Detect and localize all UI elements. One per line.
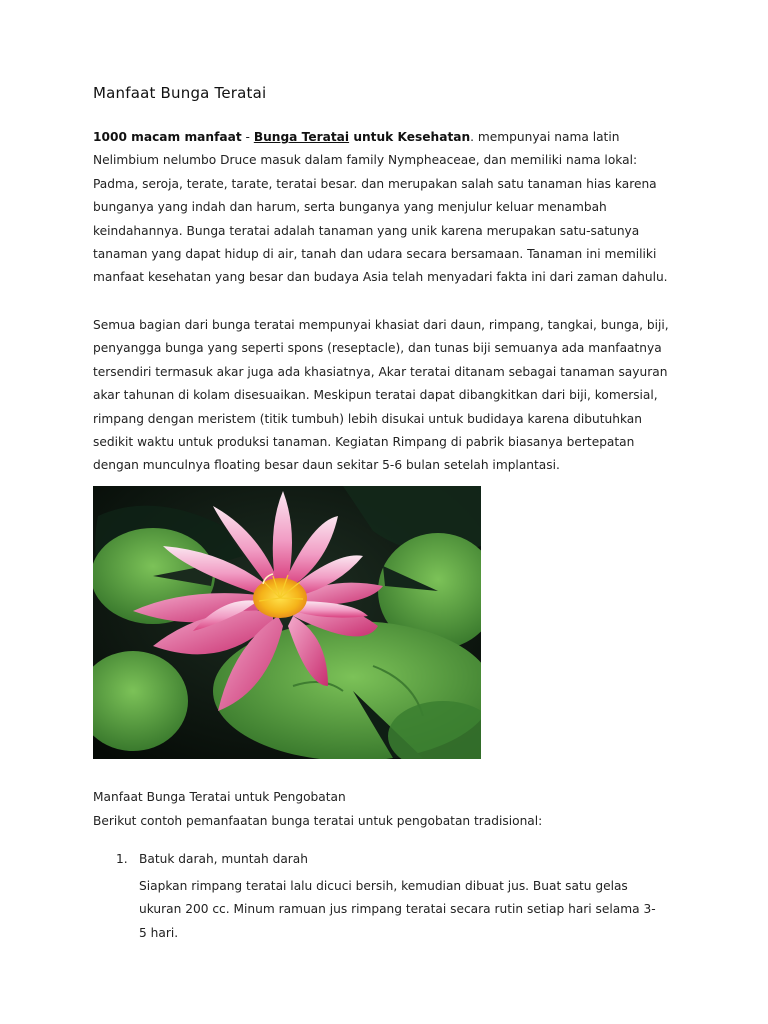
- separator-text: -: [241, 130, 254, 144]
- lead-bold-text: 1000 macam manfaat: [93, 130, 242, 144]
- second-paragraph: Semua bagian dari bunga teratai mempunyai khasiat dari daun, rimpang, tangkai, bunga, biji, penyangga bunga yang seperti spons (reseptacle), dan tunas biji semuanya ada manfaatnya tersendiri termasuk akar juga ada khasiatnya, Akar teratai ditanam sebagai tanaman sayuran akar tahunan di kolam disesuaikan. Meskipun teratai dapat dibangkitkan dari biji, komersial, rimpang dengan meristem (titik tumbuh) lebih disukai untuk budidaya karena dibutuhkan sedikit waktu untuk produksi tanaman. Kegiatan Rimpang di pabrik biasanya bertepatan dengan munculnya floating besar daun sekitar 5-6 bulan setelah implantasi.: [93, 318, 669, 473]
- document-title: Manfaat Bunga Teratai: [93, 84, 267, 102]
- bunga-teratai-link[interactable]: Bunga Teratai: [253, 130, 350, 144]
- section-subheading: Manfaat Bunga Teratai untuk Pengobatan: [93, 790, 346, 804]
- bold-tail-text: untuk Kesehatan: [349, 130, 471, 144]
- section-intro: Berikut contoh pemanfaatan bunga teratai untuk pengobatan tradisional:: [93, 814, 543, 828]
- lotus-flower-image: [93, 486, 481, 759]
- list-item-title: Batuk darah, muntah darah: [139, 852, 308, 866]
- list-item-body: Siapkan rimpang teratai lalu dicuci bersih, kemudian dibuat jus. Buat satu gelas ukuran 200 cc. Minum ramuan jus rimpang teratai secara rutin setiap hari selama 3-5 hari.: [139, 879, 656, 940]
- list-item-number: 1.: [116, 852, 128, 866]
- lotus-illustration: [93, 486, 481, 759]
- paragraph1-body: . mempunyai nama latin Nelimbium nelumbo Druce masuk dalam family Nympheaceae, dan memiliki nama lokal: Padma, seroja, terate, tarate, teratai besar. dan merupakan salah satu tanaman hias karena bunganya yang indah dan harum, serta bunganya yang menjulur keluar menambah keindahannya. Bunga teratai adalah tanaman yang unik karena merupakan satu-satunya tanaman yang dapat hidup di air, tanah dan udara secara bersamaan. Tanaman ini memiliki manfaat kesehatan yang besar dan budaya Asia telah menyadari fakta ini dari zaman dahulu.: [93, 130, 668, 285]
- intro-paragraph: [93, 126, 681, 290]
